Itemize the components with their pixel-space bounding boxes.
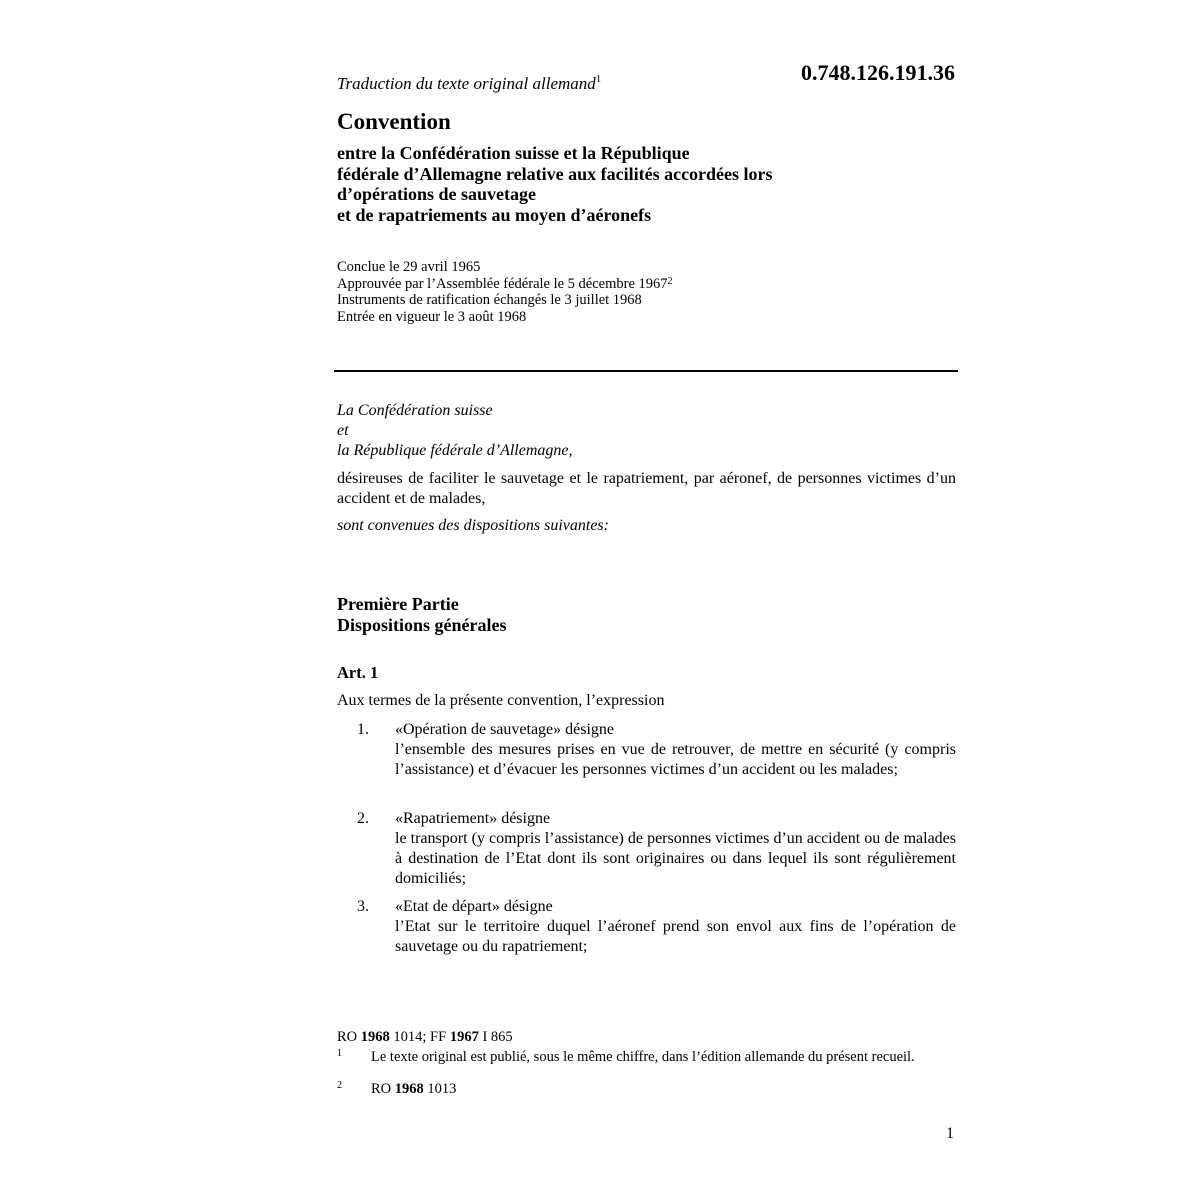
footnote-number: 1 (337, 1048, 342, 1059)
part-title: Première Partie (337, 594, 459, 614)
document-subtitle (337, 143, 897, 225)
dates-block (337, 259, 673, 325)
article-intro: Aux termes de la présente convention, l’expression (337, 692, 665, 709)
approved-date-text: Approuvée par l’Assemblée fédérale le 5 décembre 1967 (337, 275, 668, 292)
definition-term: «Etat de départ» désigne (395, 898, 553, 915)
sr-number: 0.748.126.191.36 (801, 60, 955, 85)
approved-date (337, 276, 673, 293)
article-heading: Art. 1 (337, 663, 379, 682)
preamble-conclusion: sont convenues des dispositions suivantes: (337, 517, 609, 534)
document-title: Convention (337, 109, 451, 134)
definition-term: «Opération de sauvetage» désigne (395, 721, 615, 738)
party-2: la République fédérale d’Allemagne, (337, 442, 573, 459)
definition-text: l’ensemble des mesures prises en vue de retrouver, de mettre en sécurité (y compris l’assistance) et d’évacuer les personnes victimes d’un accident ou les malades; (395, 741, 956, 778)
subtitle-line: d’opérations de sauvetage (337, 184, 536, 204)
translation-note-text: Traduction du texte original allemand (337, 74, 596, 93)
item-number: 3. (357, 898, 369, 915)
footnote-text: Le texte original est publié, sous le même chiffre, dans l’édition allemande du présent recueil. (371, 1049, 915, 1065)
translation-note (337, 74, 601, 94)
source-reference: RO 1968 1014; FF 1967 I 865 (337, 1029, 513, 1045)
subtitle-line: et de rapatriements au moyen d’aéronefs (337, 204, 652, 225)
footnote-ref-2[interactable]: 2 (667, 275, 673, 287)
subtitle-line: fédérale d’Allemagne relative aux facilités accordées lors (337, 163, 773, 184)
footnote-ref-1[interactable]: 1 (595, 73, 602, 85)
item-number: 1. (357, 721, 369, 738)
subtitle-line: entre la Confédération suisse et la République (337, 143, 690, 163)
party-1: La Confédération suisse (337, 402, 493, 419)
preamble-desire: désireuses de faciliter le sauvetage et le rapatriement, par aéronef, de personnes victimes d’un accident et de malades, (337, 470, 956, 507)
item-number: 2. (357, 810, 369, 827)
definition-term: «Rapatriement» désigne (395, 810, 551, 827)
horizontal-rule (334, 370, 958, 372)
definition-text: le transport (y compris l’assistance) de personnes victimes d’un accident ou de malades à destination de l’Etat dont ils sont originaires ou dans lequel ils sont régulièrement domiciliés; (395, 830, 956, 887)
entry-into-force-date: Entrée en vigueur le 3 août 1968 (337, 308, 527, 325)
concluded-date: Conclue le 29 avril 1965 (337, 259, 481, 275)
part-subtitle: Dispositions générales (337, 614, 507, 635)
preamble-parties (337, 401, 572, 461)
page-number: 1 (946, 1125, 954, 1142)
footnote-number: 2 (337, 1080, 342, 1091)
conjunction: et (337, 422, 349, 439)
part-heading (337, 594, 507, 635)
footnote-text: RO 1968 1013 (371, 1081, 457, 1097)
definition-text: l’Etat sur le territoire duquel l’aéronef prend son envol aux fins de l’opération de sauvetage ou du rapatriement; (395, 918, 956, 955)
ratification-date: Instruments de ratification échangés le 3 juillet 1968 (337, 292, 642, 308)
